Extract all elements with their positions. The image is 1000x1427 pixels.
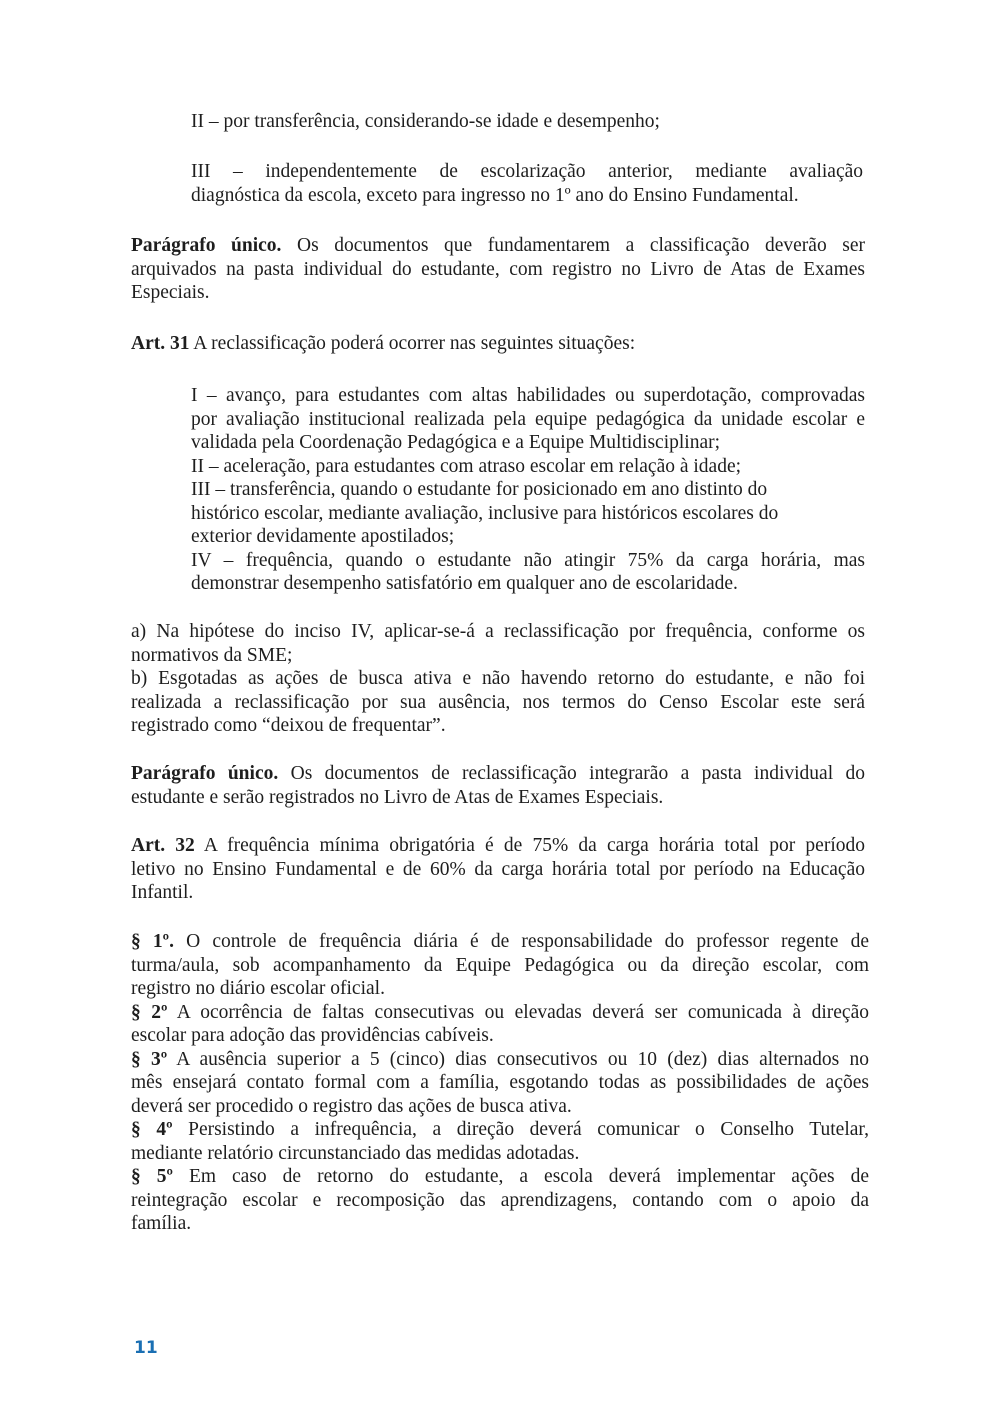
section-line: Persistindo a infrequência, a direção deverá comunicar o Conselho Tutelar, <box>188 1119 869 1140</box>
paragrafo-line: Os documentos de reclassificação integrarão a pasta individual do <box>290 763 865 784</box>
art-31-heading <box>131 332 865 356</box>
section-label: § 2º <box>131 1001 168 1023</box>
alinea-line: b) Esgotadas as ações de busca ativa e não havendo retorno do estudante, e não foi <box>131 668 865 689</box>
section-line: família. <box>131 1213 192 1234</box>
section-line: A ocorrência de faltas consecutivas ou elevadas deverá ser comunicada à direção <box>176 1001 869 1023</box>
paragrafo-label: Parágrafo único. <box>131 235 282 256</box>
section-line: A ausência superior a 5 (cinco) dias consecutivos ou 10 (dez) dias alternados no <box>176 1048 869 1070</box>
section-line: Em caso de retorno do estudante, a escola deverá implementar ações de <box>188 1166 869 1187</box>
inciso-line: por avaliação institucional realizada pela equipe pedagógica da unidade escolar e <box>191 408 865 430</box>
inciso-line: histórico escolar, mediante avaliação, inclusive para históricos escolares do <box>191 502 779 524</box>
alinea-line: normativos da SME; <box>131 644 293 666</box>
article-label: Art. 32 <box>131 835 195 856</box>
inciso-iii <box>191 160 863 207</box>
section-line: mês ensejará contato formal com a família, esgotando todas as possibilidades de ações <box>131 1072 869 1093</box>
inciso-line: I – avanço, para estudantes com altas habilidades ou superdotação, comprovadas <box>191 385 865 406</box>
page-number: 11 <box>134 1338 158 1358</box>
alinea-line: realizada a reclassificação por sua ausência, nos termos do Censo Escolar este será <box>131 691 865 713</box>
paragrafo-label: Parágrafo único. <box>131 763 279 784</box>
section-line: reintegração escolar e recomposição das aprendizagens, contando com o apoio da <box>131 1189 869 1211</box>
section-line: O controle de frequência diária é de responsabilidade do professor regente de <box>186 931 869 952</box>
alinea-line: a) Na hipótese do inciso IV, aplicar-se-á a reclassificação por frequência, conforme os <box>131 621 865 642</box>
inciso-line: III – transferência, quando o estudante for posicionado em ano distinto do <box>191 479 768 500</box>
paragrafo-unico-reclassificacao <box>131 762 865 809</box>
inciso-ii <box>191 110 871 134</box>
paragrafo-line: estudante e serão registrados no Livro de Atas de Exames Especiais. <box>131 786 664 808</box>
article-line: letivo no Ensino Fundamental e de 60% da carga horária total por período na Educação <box>131 858 865 880</box>
inciso-iii-line: III – independentemente de escolarização anterior, mediante avaliação <box>191 161 863 182</box>
inciso-line: exterior devidamente apostilados; <box>191 526 455 547</box>
inciso-line: demonstrar desempenho satisfatório em qualquer ano de escolaridade. <box>191 573 738 594</box>
alineas <box>131 620 865 738</box>
paragrafo-line: Especiais. <box>131 282 210 303</box>
section-line: deverá ser procedido o registro das ações de busca ativa. <box>131 1095 572 1117</box>
inciso-line: II – aceleração, para estudantes com atraso escolar em relação à idade; <box>191 455 742 477</box>
section-line: registro no diário escolar oficial. <box>131 978 385 999</box>
inciso-line: IV – frequência, quando o estudante não atingir 75% da carga horária, mas <box>191 549 865 571</box>
paragrafo-line: arquivados na pasta individual do estudante, com registro no Livro de Atas de Exames <box>131 258 865 280</box>
inciso-ii-text: II – por transferência, considerando-se idade e desempenho; <box>191 111 660 132</box>
article-label: Art. 31 <box>131 333 190 354</box>
paragrafo-line: Os documentos que fundamentarem a classificação deverão ser <box>296 235 865 256</box>
paragrafo-unico-classificacao <box>131 234 865 305</box>
section-label: § 4º <box>131 1119 173 1140</box>
article-text: A reclassificação poderá ocorrer nas seguintes situações: <box>193 333 636 354</box>
alinea-line: registrado como “deixou de frequentar”. <box>131 715 446 736</box>
section-label: § 5º <box>131 1166 173 1187</box>
article-line: Infantil. <box>131 882 194 903</box>
section-label: § 3º <box>131 1048 168 1070</box>
art-32-paragrafos <box>131 930 869 1236</box>
art-31-incisos <box>191 384 865 596</box>
art-32 <box>131 834 865 905</box>
section-label: § 1º. <box>131 931 174 952</box>
section-line: escolar para adoção das providências cabíveis. <box>131 1025 494 1046</box>
article-line: A frequência mínima obrigatória é de 75% da carga horária total por período <box>203 835 865 856</box>
section-line: mediante relatório circunstanciado das medidas adotadas. <box>131 1142 580 1164</box>
inciso-iii-line: diagnóstica da escola, exceto para ingresso no 1º ano do Ensino Fundamental. <box>191 184 799 206</box>
section-line: turma/aula, sob acompanhamento da Equipe Pedagógica ou da direção escolar, com <box>131 954 869 976</box>
inciso-line: validada pela Coordenação Pedagógica e a Equipe Multidisciplinar; <box>191 432 721 453</box>
